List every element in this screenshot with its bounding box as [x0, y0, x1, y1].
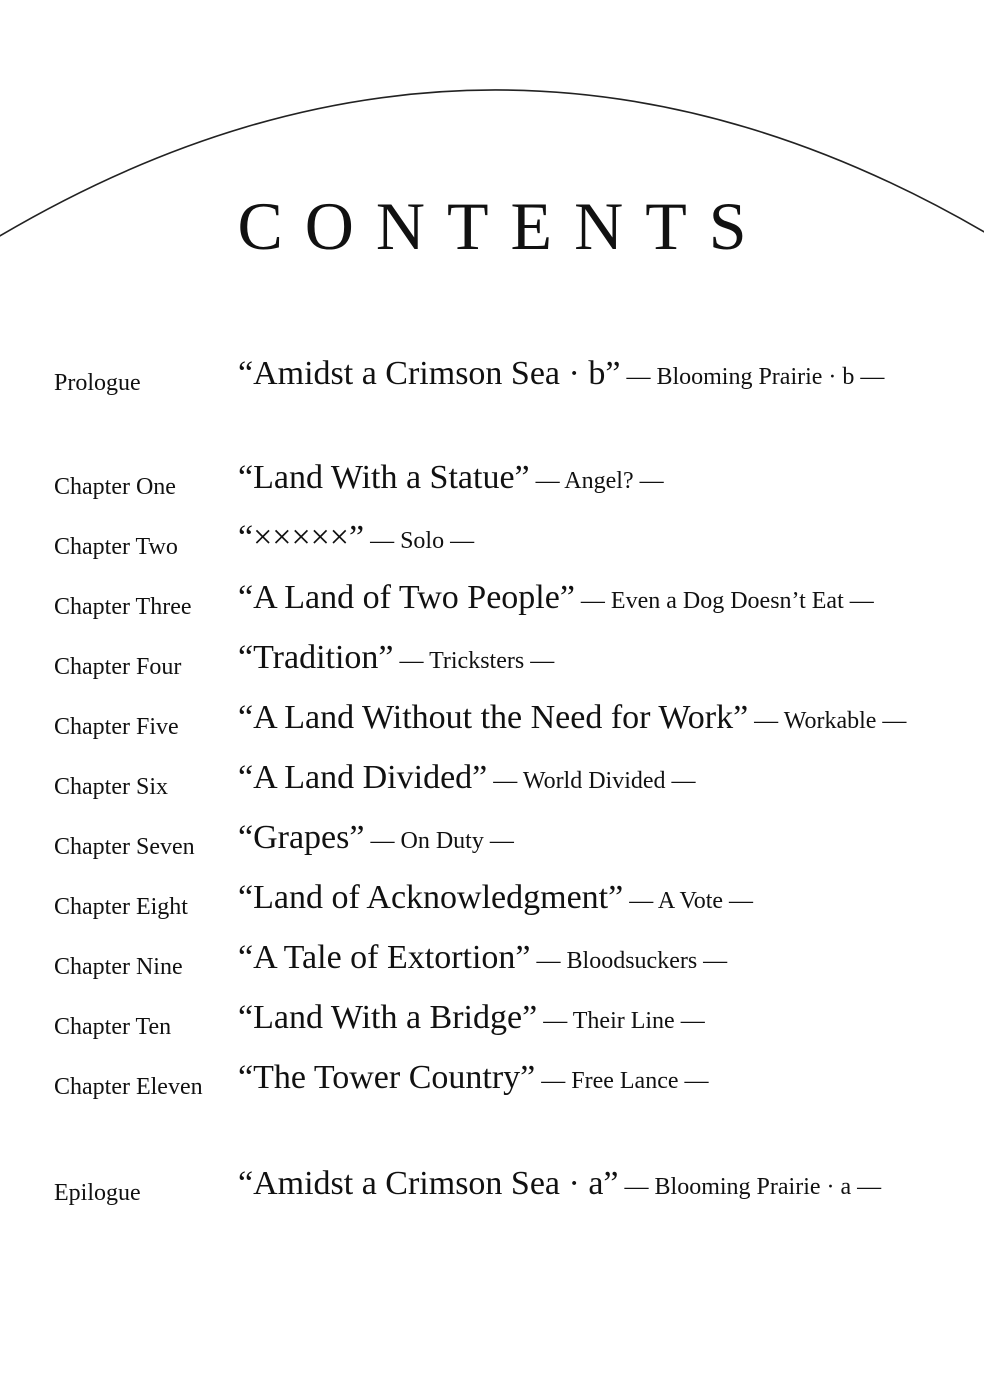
- chapter-text: [238, 998, 705, 1044]
- page-title: CONTENTS: [237, 188, 769, 264]
- chapter-text: [238, 578, 874, 624]
- toc-entry-chapter-one: [0, 459, 984, 508]
- chapter-label: Chapter Two: [54, 534, 178, 560]
- chapter-text: [238, 878, 753, 924]
- chapter-text: [238, 354, 884, 400]
- chapter-label: Chapter Three: [54, 594, 192, 620]
- toc-entry-chapter-nine: [0, 939, 984, 988]
- chapter-subtitle: — Bloodsuckers —: [530, 948, 728, 974]
- chapter-text: [238, 1058, 709, 1104]
- chapter-label: Chapter Nine: [54, 954, 183, 980]
- chapter-subtitle: — Solo —: [364, 528, 475, 554]
- chapter-subtitle: — Angel? —: [529, 468, 664, 494]
- chapter-label: Chapter Six: [54, 774, 168, 800]
- toc-entry-chapter-eleven: [0, 1059, 984, 1108]
- chapter-subtitle: — On Duty —: [364, 828, 514, 854]
- chapter-text: [238, 518, 474, 564]
- chapter-label: Prologue: [54, 370, 141, 396]
- chapter-subtitle: — Tricksters —: [393, 648, 555, 674]
- chapter-title: “A Land of Two People”: [238, 579, 575, 616]
- toc-entry-epilogue: [0, 1165, 984, 1214]
- chapter-subtitle: — Blooming Prairie · a —: [618, 1174, 882, 1200]
- chapter-title: “A Tale of Extortion”: [238, 939, 531, 976]
- chapter-title: “Amidst a Crimson Sea · a”: [238, 1165, 619, 1202]
- chapter-text: [238, 458, 664, 504]
- chapter-title: “Amidst a Crimson Sea · b”: [238, 355, 621, 392]
- chapter-subtitle: — Blooming Prairie · b —: [620, 364, 885, 390]
- chapter-label: Chapter Seven: [54, 834, 195, 860]
- chapter-label: Chapter Five: [54, 714, 179, 740]
- chapter-text: [238, 698, 906, 744]
- chapter-label: Chapter Four: [54, 654, 182, 680]
- chapter-text: [238, 938, 727, 984]
- chapter-label: Chapter Eight: [54, 894, 188, 920]
- toc-entry-chapter-eight: [0, 879, 984, 928]
- toc-entry-chapter-seven: [0, 819, 984, 868]
- chapter-label: Chapter Ten: [54, 1014, 172, 1040]
- chapter-subtitle: — Even a Dog Doesn’t Eat —: [574, 588, 874, 614]
- chapter-subtitle: — Workable —: [748, 708, 907, 734]
- chapter-title: “A Land Without the Need for Work”: [238, 699, 749, 736]
- toc-entry-prologue: [0, 355, 984, 404]
- chapter-label: Epilogue: [54, 1180, 141, 1206]
- chapter-label: Chapter Eleven: [54, 1074, 203, 1100]
- chapter-title: “×××××”: [238, 519, 365, 556]
- chapter-subtitle: — Their Line —: [537, 1008, 705, 1034]
- chapter-subtitle: — Free Lance —: [535, 1068, 709, 1094]
- chapter-subtitle: — World Divided —: [487, 768, 696, 794]
- chapter-text: [238, 638, 554, 684]
- toc-entry-chapter-four: [0, 639, 984, 688]
- chapter-title: “The Tower Country”: [238, 1059, 536, 1096]
- toc-entry-chapter-six: [0, 759, 984, 808]
- chapter-label: Chapter One: [54, 474, 176, 500]
- chapter-title: “Tradition”: [238, 639, 394, 676]
- chapter-text: [238, 1164, 881, 1210]
- toc-entry-chapter-three: [0, 579, 984, 628]
- toc-entry-chapter-two: [0, 519, 984, 568]
- chapter-text: [238, 818, 514, 864]
- chapter-title: “Land With a Bridge”: [238, 999, 538, 1036]
- toc-entry-chapter-five: [0, 699, 984, 748]
- chapter-subtitle: — A Vote —: [623, 888, 754, 914]
- chapter-title: “Land With a Statue”: [238, 459, 530, 496]
- chapter-title: “A Land Divided”: [238, 759, 488, 796]
- chapter-text: [238, 758, 696, 804]
- chapter-title: “Grapes”: [238, 819, 365, 856]
- toc-entry-chapter-ten: [0, 999, 984, 1048]
- chapter-title: “Land of Acknowledgment”: [238, 879, 624, 916]
